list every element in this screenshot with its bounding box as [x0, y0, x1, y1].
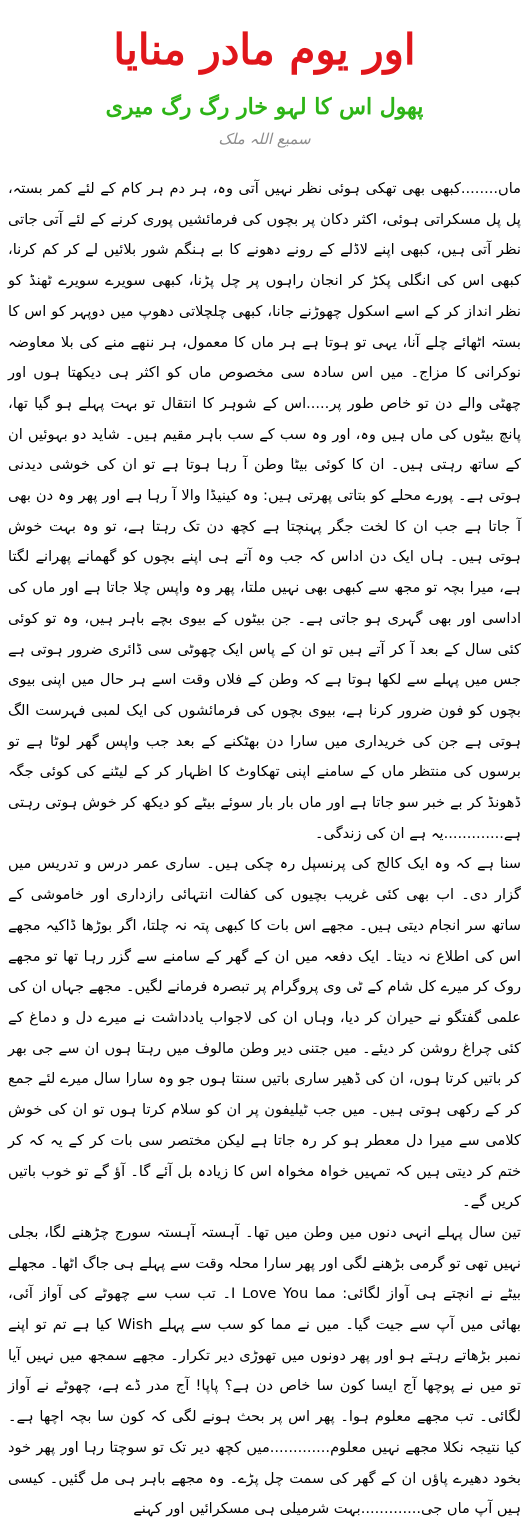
article-header — [0, 0, 529, 150]
article-body — [8, 174, 521, 1525]
article-subtitle: پھول اس کا لہو خار رگ رگ میری — [105, 94, 424, 120]
article-title: اور یوم مادر منایا — [113, 25, 416, 74]
paragraph: سنا ہے کہ وہ ایک کالج کی پرنسپل رہ چکی ہیں۔ ساری عمر درس و تدریس میں گزار دی۔ اب بھی کئی غریب بچیوں کی کفالت انتہائی رازداری اور خاموشی کے ساتھ سر انجام دیتی ہیں۔ مجھے اس بات کا کبھی پتہ نہ چلتا، اگر بوڑھا ڈاکیہ مجھے اس کی اطلاع نہ دیتا۔ ایک دفعہ میں ان کے گھر کے سامنے سے گزر رہا تھا تو مجھے روک کر میرے کل شام کے ٹی وی پروگرام پر تبصرہ فرمانے لگیں۔ مجھے جہاں ان کی علمی گفتگو نے حیران کر دیا، وہاں ان کی لاجواب یادداشت نے میرے دل و دماغ کے کئی چراغ روشن کر دیئے۔ میں جتنی دیر وطن مالوف میں رہتا ہوں ان سے جی بھر کر باتیں کرتا ہوں، ان کی ڈھیر ساری باتیں سنتا ہوں جو وہ سارا سال میرے لئے جمع کر کے رکھی ہوتی ہیں۔ میں جب ٹیلیفون پر ان کو سلام کرتا ہوں تو ان کی خوش کلامی سے میرا دل معطر ہو کر رہ جاتا ہے لیکن مختصر سی بات کر کے یہ کہ کر ختم کر دیتی ہیں کہ تمہیں خواہ مخواہ اس کا زیادہ بل آئے گا۔ آؤ گے تو خوب باتیں کریں گے۔ — [8, 855, 521, 1211]
author-name: سمیع اللہ ملک — [218, 130, 311, 148]
paragraph: ماں........کبھی بھی تھکی ہوئی نظر نہیں آتی وہ، ہر دم ہر کام کے لئے کمر بستہ، پل پل مسکراتی ہوئی، اکثر دکان پر بچوں کی فرمائشیں پوری کرنے کے لئے آتی جاتی نظر آتی ہیں، کبھی اپنے لاڈلے کے رونے دھونے کا بے ہنگم شور بلائیں لے کر کم کرنا، کبھی اس کی انگلی پکڑ کر انجان راہوں پر چل پڑنا، کبھی سویرے سویرے ٹھنڈ کو نظر انداز کر کے اسے اسکول چھوڑنے جانا، کبھی چلچلاتی دھوپ میں دوپہر کو اس کا بستہ اٹھائے چلے آنا، یہی تو ہوتا ہے ہر ماں کا معمول، ہر ننھے منے کی بلا معاوضہ نوکرانی کا مزاج۔ میں اس سادہ سی مخصوص ماں کو اکثر ہی دیکھتا ہوں اور چھٹی والے دن تو خاص طور پر.....اس کے شوہر کا انتقال تو بہت پہلے ہو گیا تھا، پانچ بیٹوں کی ماں ہیں وہ، اور وہ سب کے سب باہر مقیم ہیں۔ شاید دو بہوئیں ان کے ساتھ رہتی ہیں۔ ان کا کوئی بیٹا وطن آ رہا ہوتا ہے تو ان کی خوشی دیدنی ہوتی ہے۔ پورے محلے کو بتاتی پھرتی ہیں: وہ کینیڈا والا آ رہا ہے اور پھر وہ دن بھی آ جاتا ہے جب ان کا لخت جگر پہنچتا ہے کچھ دن تک رہتا ہے، تو وہ بہت خوش ہوتی ہیں۔ ہاں ایک دن اداس کہ جب وہ آتے ہی اپنے بچوں کو گھمانے پھرانے لگتا ہے، میرا بچہ تو مجھ سے کبھی بھی نہیں ملتا، پھر وہ واپس چلا جاتا ہے اور ماں کی اداسی اور بھی گہری ہو جاتی ہے۔ جن بیٹوں کے بیوی بچے باہر ہیں، وہ تو کوئی کئی سال کے بعد آ کر آتے ہیں تو ان کے پاس ایک چھوٹی سی ڈائری ضرور ہوتی ہے جس میں پہلے سے لکھا ہوتا ہے کہ وطن کے فلاں وقت اسے ہر حال میں اپنی بیوی بچوں کو فون ضرور کرنا ہے، بیوی بچوں کی فرمائشوں کی ایک لمبی فہرست الگ ہوتی ہے جن کی خریداری میں سارا دن بھٹکنے کے بعد جب واپس گھر لوٹا ہے تو برسوں کی منتظر ماں کے سامنے اپنی تھکاوٹ کا اظہار کر کے لیٹنے کی کوئی جگہ ڈھونڈ کر بے خبر سو جاتا ہے اور ماں بار بار سوئے بیٹے کو دیکھ کر خوش ہوتی رہتی ہے.............یہ ہے ان کی زندگی۔ — [8, 180, 521, 842]
paragraph: تین سال پہلے انہی دنوں میں وطن میں تھا۔ آہستہ آہستہ سورج چڑھنے لگا، بجلی نہیں تھی تو گرمی بڑھنے لگی اور پھر سارا محلہ وقت سے پہلے ہی جاگ اٹھا۔ مجھلے بیٹے نے انچتے ہی آواز لگائی: مما I Love You۔ تب سب سے چھوٹے کی آواز آئی، بھائی میں آپ سے جیت گیا۔ میں نے مما کو سب سے پہلے Wish کیا ہے تم تو اپنے نمبر بڑھاتے رہتے ہو اور پھر دونوں میں تھوڑی دیر تکرار۔ مجھے سمجھ میں نہیں آیا تو میں نے پوچھا آج ایسا کون سا خاص دن ہے؟ پاپا! آج مدر ڈے ہے، چھوٹے نے آواز لگائی۔ تب مجھے معلوم ہوا۔ پھر اس پر بحث ہونے لگی کہ کون سا بچہ اچھا ہے۔ کیا نتیجہ نکلا مجھے نہیں معلوم.............میں کچھ دیر تک تو سوچتا رہا اور پھر خود بخود دھیرے پاؤں ان کے گھر کی سمت چل پڑے۔ وہ مجھے باہر ہی مل گئیں۔ کیسی ہیں آپ ماں جی.............بہت شرمیلی ہی مسکرائیں اور کہنے — [8, 1223, 521, 1518]
